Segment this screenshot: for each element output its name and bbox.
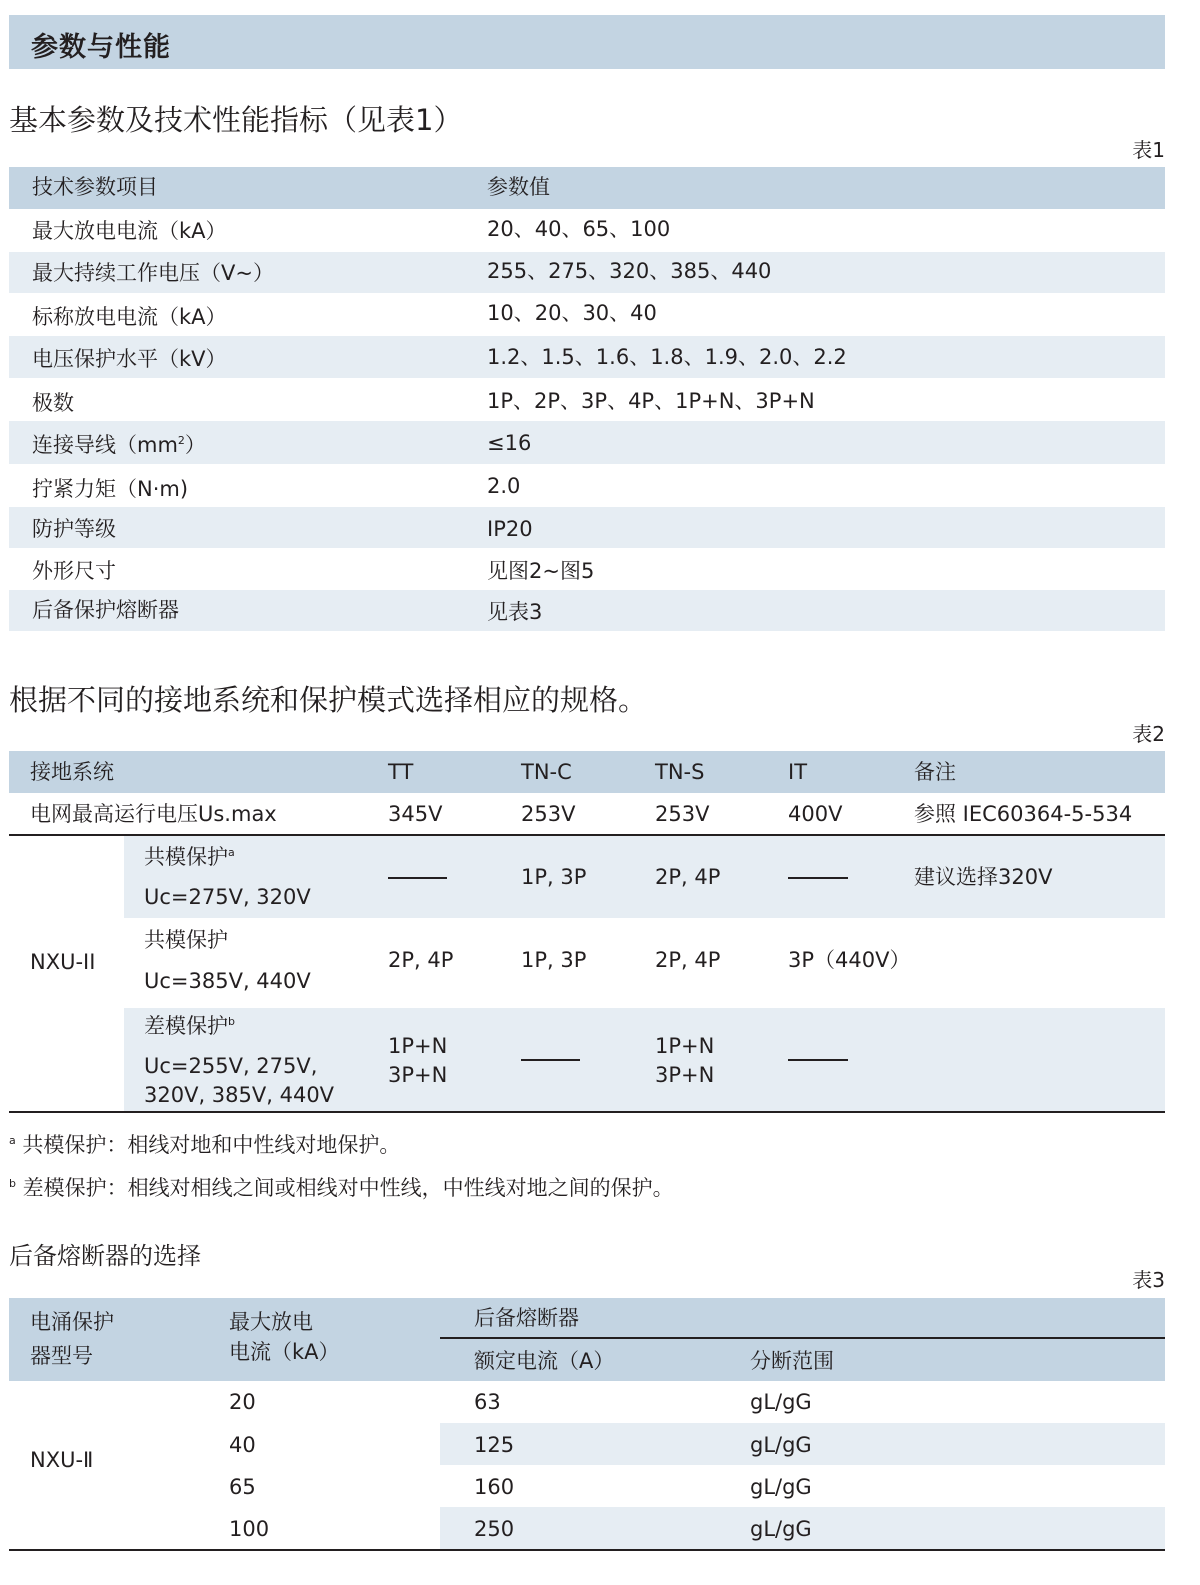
footnote-mark: a xyxy=(9,1134,16,1147)
table2-voltage-label: 电网最高运行电压Us.max xyxy=(30,802,277,826)
table1-row-item: 电压保护水平（kV） xyxy=(32,347,227,371)
table2-group3-tns-line1: 1P+N xyxy=(655,1034,715,1058)
table2-group2-tns: 2P, 4P xyxy=(655,948,721,972)
table3-header-rated: 额定电流（A） xyxy=(474,1349,615,1373)
table2-group1-it-dash xyxy=(788,877,848,879)
table1-row-item: 防护等级 xyxy=(32,517,116,541)
table1-row-stripe xyxy=(9,590,1165,631)
table1-row-value: 2.0 xyxy=(487,474,521,498)
table1-row-value: 20、40、65、100 xyxy=(487,217,671,241)
table2-header-tnc: TN-C xyxy=(521,760,572,784)
table2-group3-tns-line2: 3P+N xyxy=(655,1063,715,1087)
table2-voltage-tnc: 253V xyxy=(521,802,576,826)
table1-row-item: 后备保护熔断器 xyxy=(32,598,179,622)
table2-group2-uc: Uc=385V, 440V xyxy=(144,969,311,993)
table3-row-rated: 63 xyxy=(474,1390,501,1414)
table2-voltage-note: 参照 IEC60364-5-534 xyxy=(914,802,1133,826)
table3-header-imax-2: 电流（kA） xyxy=(229,1340,340,1364)
table2-group2-it: 3P（440V） xyxy=(788,948,911,972)
table3-header-range: 分断范围 xyxy=(750,1349,834,1373)
table2-header-it: IT xyxy=(788,760,808,784)
table1-header-value: 参数值 xyxy=(487,175,550,199)
table1-row-item-close: ） xyxy=(184,433,206,457)
footnote-mark: b xyxy=(9,1177,16,1190)
superscript: 2 xyxy=(177,434,185,447)
table2-group2-title: 共模保护 xyxy=(144,928,228,952)
table2-group1-uc: Uc=275V, 320V xyxy=(144,885,311,909)
table3-row-imax: 100 xyxy=(229,1517,270,1541)
table3-label: 表3 xyxy=(1132,1268,1165,1292)
table1-row-item xyxy=(32,433,206,457)
table2-header-note: 备注 xyxy=(914,760,956,784)
table1-row-value: ≤16 xyxy=(487,431,532,455)
table2-group1-tnc: 1P, 3P xyxy=(521,865,587,889)
table3-row-rated: 160 xyxy=(474,1475,515,1499)
table1-row-stripe xyxy=(9,507,1165,548)
table3-row-range: gL/gG xyxy=(750,1475,812,1499)
table2-group3-uc-line1: Uc=255V, 275V, xyxy=(144,1054,318,1078)
table3-row-rated: 250 xyxy=(474,1517,515,1541)
table1-row-item: 极数 xyxy=(32,391,74,415)
table2-group3-it-dash xyxy=(788,1059,848,1061)
table1-row-value: 1P、2P、3P、4P、1P+N、3P+N xyxy=(487,389,815,413)
table3-row-imax: 40 xyxy=(229,1433,256,1457)
table1-row-item: 标称放电电流（kA） xyxy=(32,305,227,329)
table2-voltage-it: 400V xyxy=(788,802,843,826)
table3-header-divider xyxy=(440,1337,1165,1339)
table3-heading: 后备熔断器的选择 xyxy=(9,1242,201,1270)
table2-group2-tt: 2P, 4P xyxy=(388,948,454,972)
superscript: a xyxy=(228,846,235,859)
section-banner xyxy=(9,15,1165,69)
table2-bottom-rule xyxy=(9,1111,1165,1113)
table3-row-range: gL/gG xyxy=(750,1517,812,1541)
section-title: 参数与性能 xyxy=(31,32,171,63)
table1-row-item-text: 连接导线（mm xyxy=(32,433,178,457)
table1-heading: 基本参数及技术性能指标（见表1） xyxy=(9,103,463,137)
table1-row-value: IP20 xyxy=(487,517,533,541)
table1-row-item: 外形尺寸 xyxy=(32,559,116,583)
footnote-text: 共模保护：相线对地和中性线对地保护。 xyxy=(15,1133,401,1157)
table2-heading: 根据不同的接地系统和保护模式选择相应的规格。 xyxy=(9,683,648,717)
table2-group3-uc-line2: 320V, 385V, 440V xyxy=(144,1083,335,1107)
table3-row-imax: 65 xyxy=(229,1475,256,1499)
table2-header-tt: TT xyxy=(388,760,414,784)
table2-group1-title-text: 共模保护 xyxy=(144,845,228,869)
table3-row-range: gL/gG xyxy=(750,1433,812,1457)
table2-header-tns: TN-S xyxy=(655,760,705,784)
footnote-text: 差模保护：相线对相线之间或相线对中性线，中性线对地之间的保护。 xyxy=(15,1176,674,1200)
table1-row-value: 10、20、30、40 xyxy=(487,301,657,325)
table2-header-system: 接地系统 xyxy=(30,760,114,784)
table1-header-band xyxy=(9,167,1165,209)
table2-group3-tt-line2: 3P+N xyxy=(388,1063,448,1087)
footnote-a xyxy=(9,1129,400,1159)
table3-header-model-1: 电涌保护 xyxy=(30,1310,114,1334)
table3-row-imax: 20 xyxy=(229,1390,256,1414)
table2-model: NXU-II xyxy=(30,950,96,974)
table1-row-value: 见图2~图5 xyxy=(487,559,595,583)
table2-group1-note: 建议选择320V xyxy=(914,865,1053,889)
table1-row-item: 最大放电电流（kA） xyxy=(32,219,227,243)
table3-header-imax-1: 最大放电 xyxy=(229,1310,313,1334)
table3-header-fuse: 后备熔断器 xyxy=(474,1306,579,1330)
superscript: b xyxy=(228,1015,235,1028)
table1-row-item: 拧紧力矩（N·m) xyxy=(32,477,189,501)
table1-row-value: 255、275、320、385、440 xyxy=(487,259,772,283)
table1-header-item: 技术参数项目 xyxy=(32,175,158,199)
table2-group3-tt-line1: 1P+N xyxy=(388,1034,448,1058)
table2-header-band xyxy=(9,751,1165,793)
table2-group3-title xyxy=(144,1014,235,1038)
table1-row-item: 最大持续工作电压（V~） xyxy=(32,261,274,285)
table3-model: NXU-Ⅱ xyxy=(30,1448,94,1472)
table1-row-value: 见表3 xyxy=(487,600,543,624)
table3-header-model-2: 器型号 xyxy=(30,1344,93,1368)
footnote-b xyxy=(9,1172,674,1202)
table1-label: 表1 xyxy=(1132,138,1165,162)
table2-group2-tnc: 1P, 3P xyxy=(521,948,587,972)
table2-group1-title xyxy=(144,845,235,869)
table3-row-range: gL/gG xyxy=(750,1390,812,1414)
table2-label: 表2 xyxy=(1132,722,1165,746)
table3-bottom-rule xyxy=(9,1549,1165,1551)
table2-voltage-tns: 253V xyxy=(655,802,710,826)
table2-group1-tt-dash xyxy=(388,877,447,879)
table1-row-value: 1.2、1.5、1.6、1.8、1.9、2.0、2.2 xyxy=(487,345,847,369)
table2-group3-tnc-dash xyxy=(521,1059,580,1061)
table2-group3-title-text: 差模保护 xyxy=(144,1014,228,1038)
table2-voltage-tt: 345V xyxy=(388,802,443,826)
table2-group1-tns: 2P, 4P xyxy=(655,865,721,889)
table3-row-rated: 125 xyxy=(474,1433,515,1457)
